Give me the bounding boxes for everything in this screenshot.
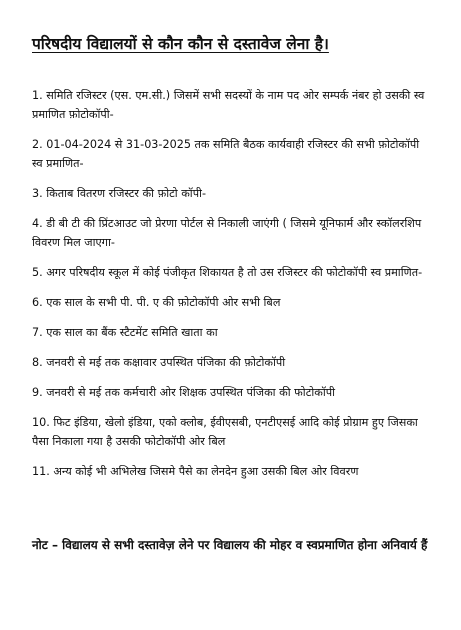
list-item: 9. जनवरी से मई तक कर्मचारी ओर शिक्षक उपस्थित पंजिका की फोटोकॉपी [32, 386, 335, 399]
list-item: 3. किताब वितरण रजिस्टर की फ़ोटो कॉपी- [32, 187, 206, 200]
list-item: 10. फिट इंडिया, खेलो इंडिया, एको क्लोब, ईवीएसबी, एनटीएसई आदि कोई प्रोग्राम हुए जिसका पैसा निकाला गया है उसकी फोटोकॉपी ओर बिल [32, 416, 418, 448]
list-item: 11. अन्य कोई भी अभिलेख जिसमे पैसे का लेनदेन हुआ उसकी बिल ओर विवरण [32, 465, 359, 478]
list-item: 1. समिति रजिस्टर (एस. एम.सी.) जिसमें सभी सदस्यों के नाम पद ओर सम्पर्क नंबर हो उसकी स्व प्रमाणित फ़ोटोकॉपी- [32, 89, 425, 121]
list-item: 8. जनवरी से मई तक कक्षावार उपस्थित पंजिका की फ़ोटोकॉपी [32, 356, 286, 369]
list-item: 7. एक साल का बैंक स्टैटमेंट समिति खाता का [32, 326, 218, 339]
document-title: परिषदीय विद्यालयों से कौन कौन से दस्तावेज लेना है। [32, 35, 329, 53]
document-list [32, 86, 431, 481]
list-item: 5. अगर परिषदीय स्कूल में कोई पंजीकृत शिकायत है तो उस रजिस्टर की फोटोकॉपी स्व प्रमाणित- [32, 266, 423, 279]
list-item: 4. डी बी टी की प्रिंटआउट जो प्रेरणा पोर्टल से निकाली जाएंगी ( जिसमे यूनिफार्म और स्कॉलरशिप विवरण मिल जाएगा- [32, 217, 422, 249]
list-item: 6. एक साल के सभी पी. पी. ए की फ़ोटोकॉपी ओर सभी बिल [32, 296, 281, 309]
document-note: नोट – विद्यालय से सभी दस्तावेज़ लेने पर विद्यालय की मोहर व स्वप्रमाणित होना अनिवार्य हैं [32, 538, 428, 552]
list-item: 2. 01-04-2024 से 31-03-2025 तक समिति बैठक कार्यवाही रजिस्टर की सभी फ़ोटोकॉपी स्व प्रमाणित- [32, 138, 420, 170]
